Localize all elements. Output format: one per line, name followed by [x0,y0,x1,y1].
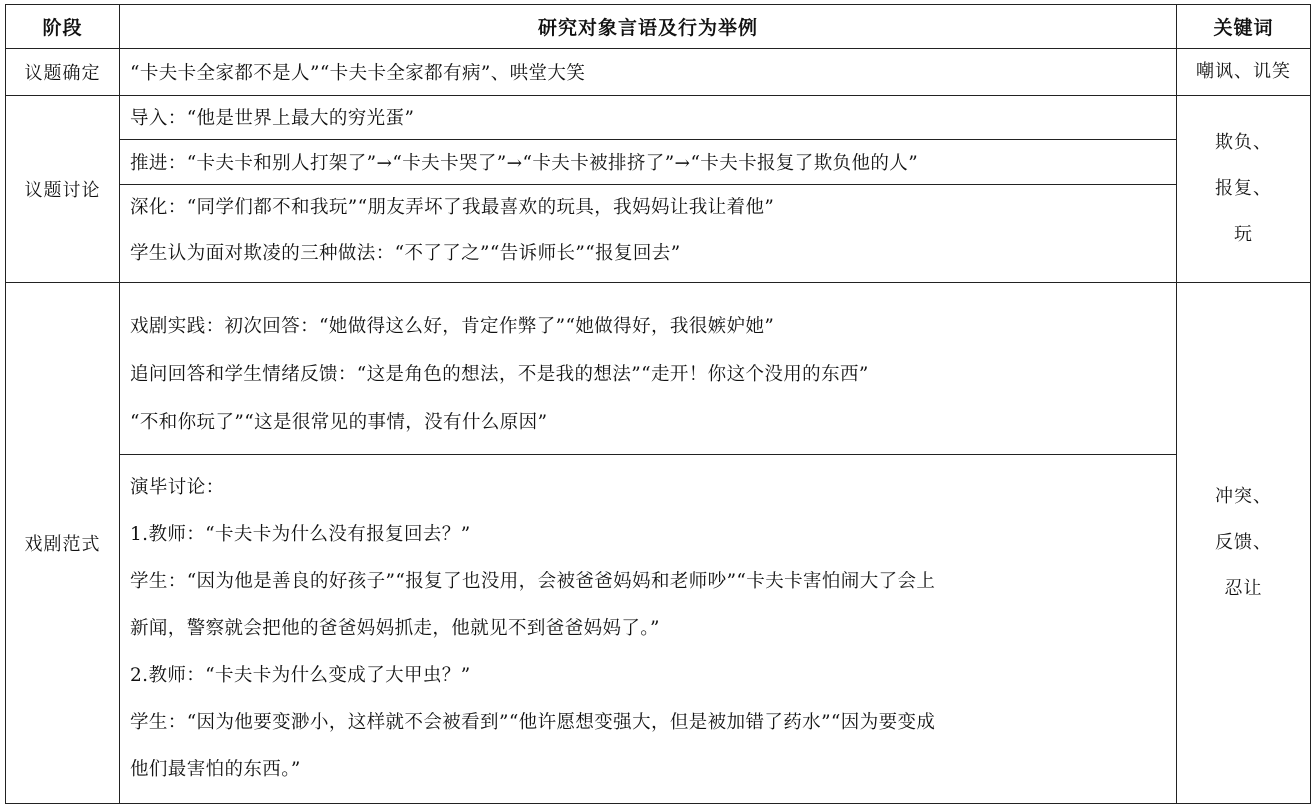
example-line: 戏剧实践：初次回答：“她做得这么好，肯定作弊了”“她做得好，我很嫉妒她” [130,315,775,337]
example-line: 学生：“因为他是善良的好孩子”“报复了也没用，会被爸爸妈妈和老师吵”“卡夫卡害怕闹大了会上 [130,570,936,592]
keyword-line: 玩 [1234,224,1253,245]
examples-cell [120,283,1177,804]
example-block [120,96,1176,139]
example-line: 导入：“他是世界上最大的穷光蛋” [130,108,415,129]
example-line: 他们最害怕的东西。” [130,758,301,780]
header-stage: 阶段 [6,5,120,49]
example-line: 追问回答和学生情绪反馈：“这是角色的想法，不是我的想法”“走开！你这个没用的东西” [130,363,869,385]
stage-cell: 戏剧范式 [6,283,120,804]
example-line: 新闻，警察就会把他的爸爸妈妈抓走，他就见不到爸爸妈妈了。” [130,617,660,639]
example-block [120,139,1176,184]
header-keywords: 关键词 [1177,5,1311,49]
keyword-line: 忍让 [1224,578,1263,599]
examples-cell [120,49,1177,96]
table-row [6,49,1311,96]
keyword-line: 反馈、 [1215,532,1272,553]
table-row [6,283,1311,804]
example-line: 学生认为面对欺凌的三种做法：“不了了之”“告诉师长”“报复回去” [130,243,681,264]
keyword-line: 冲突、 [1215,486,1272,507]
examples-cell [120,96,1177,283]
example-line: 推进：“卡夫卡和别人打架了”→“卡夫卡哭了”→“卡夫卡被排挤了”→“卡夫卡报复了欺负他的人” [130,153,919,174]
example-line: 2.教师：“卡夫卡为什么变成了大甲虫？” [130,664,471,686]
example-line: 深化：“同学们都不和我玩”“朋友弄坏了我最喜欢的玩具，我妈妈让我让着他” [130,197,775,218]
example-line: 演毕讨论： [130,476,225,498]
keywords-cell [1177,283,1311,804]
example-block [120,306,1176,454]
example-line: 学生：“因为他要变渺小，这样就不会被看到”“他许愿想变强大，但是被加错了药水”“因为要变成 [130,711,936,733]
header-examples: 研究对象言语及行为举例 [120,5,1177,49]
keywords-cell [1177,49,1311,96]
table-row [6,96,1311,283]
keywords-cell [1177,96,1311,283]
keyword-line: 嘲讽、讥笑 [1196,61,1291,82]
example-block [120,184,1176,282]
research-table [5,4,1311,804]
example-line: “不和你玩了”“这是很常见的事情，没有什么原因” [130,411,548,433]
keyword-line: 欺负、 [1215,132,1272,153]
keyword-line: 报复、 [1215,178,1272,199]
header-row [6,5,1311,49]
stage-cell: 议题讨论 [6,96,120,283]
example-block [120,454,1176,781]
example-line: “卡夫卡全家都不是人”“卡夫卡全家都有病”、哄堂大笑 [130,63,586,84]
stage-cell: 议题确定 [6,49,120,96]
example-line: 1.教师：“卡夫卡为什么没有报复回去？” [130,523,471,545]
